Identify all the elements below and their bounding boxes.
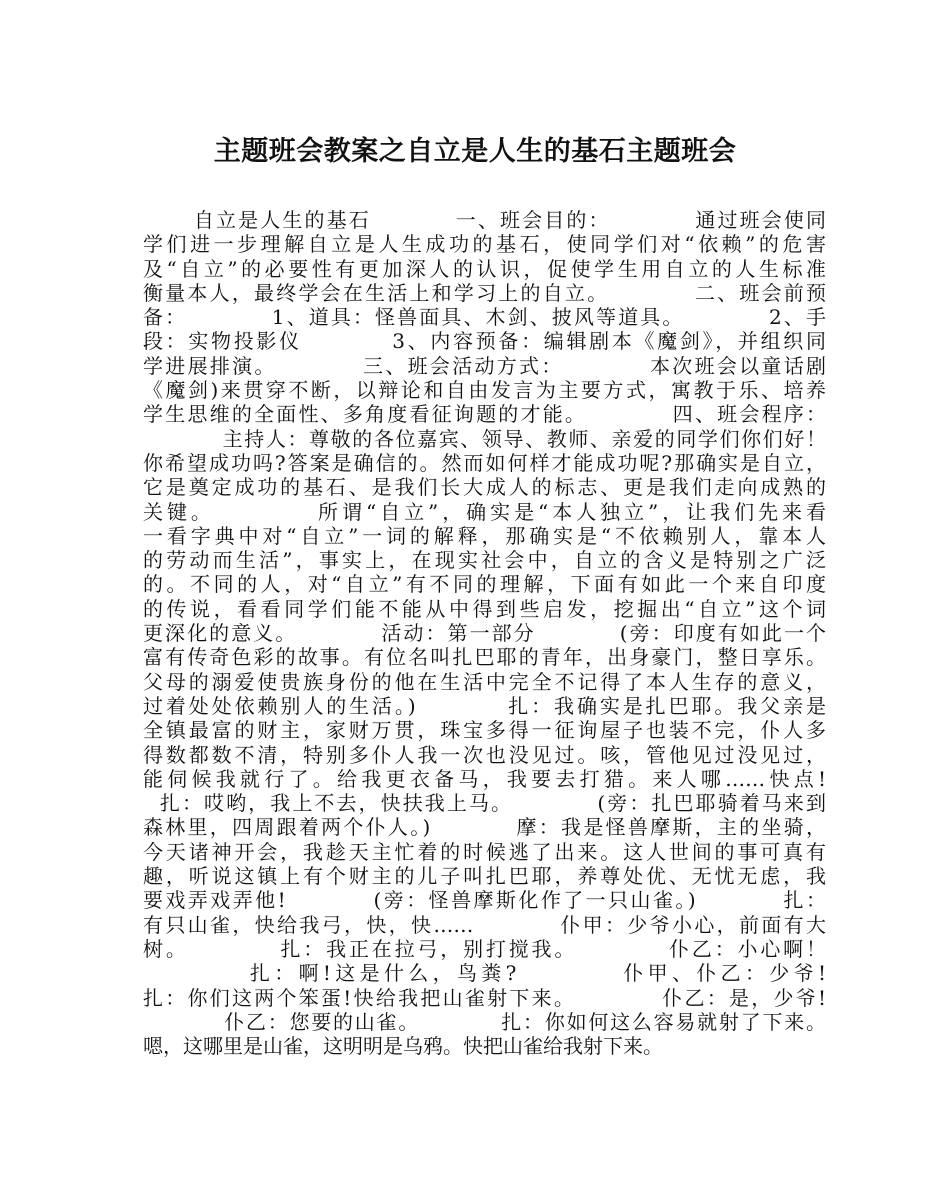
body-line: 全镇最富的财主，家财万贯，珠宝多得一征询屋子也装不完，仆人多 [143,718,826,743]
body-line: 更深化的意义。 活动：第一部分 (旁：印度有如此一个 [143,621,826,646]
body-line: 的传说，看看同学们能不能从中得到些启发，挖掘出“自立”这个词 [143,596,826,621]
body-line: 富有传奇色彩的故事。有位名叫扎巴耶的青年，出身豪门，整日享乐。 [143,645,826,670]
body-line: 衡量本人，最终学会在生活上和学习上的自立。 二、班会前预 [143,280,826,305]
body-line: 备： 1、道具：怪兽面具、木剑、披风等道具。 2、手 [143,305,826,330]
body-line: 及“自立”的必要性有更加深人的认识，促使学生用自立的人生标准 [143,256,826,281]
body-line: 它是奠定成功的基石、是我们长大成人的标志、更是我们走向成熟的 [143,475,826,500]
body-line: 能伺候我就行了。给我更衣备马，我要去打猎。来人哪……快点! [143,766,826,791]
body-line: 有只山雀，快给我弓，快，快…… 仆甲：少爷小心，前面有大 [143,912,826,937]
body-line: 学进展排演。 三、班会活动方式： 本次班会以童话剧 [143,353,826,378]
body-line: 扎：哎哟，我上不去，快扶我上马。 (旁：扎巴耶骑着马来到 [143,791,826,816]
body-line: 主持人：尊敬的各位嘉宾、领导、教师、亲爱的同学们你们好！ [143,426,826,451]
body-line: 扎：你们这两个笨蛋!快给我把山雀射下来。 仆乙：是，少爷! [143,985,826,1010]
document-body [143,208,826,1058]
body-line: 一看字典中对“自立”一词的解释，那确实是“不依赖别人，靠本人 [143,523,826,548]
body-line: 得数都数不清，特别多仆人我一次也没见过。咳，管他见过没见过， [143,742,826,767]
body-line: 森林里，四周跟着两个仆人。) 摩：我是怪兽摩斯，主的坐骑， [143,815,826,840]
body-line: 学生思维的全面性、多角度看征询题的才能。 四、班会程序： [143,402,826,427]
body-line: 的劳动而生活”，事实上，在现实社会中，自立的含义是特别之广泛 [143,548,826,573]
body-line: 趣，听说这镇上有个财主的儿子叫扎巴耶，养尊处优、无忧无虑，我 [143,864,826,889]
body-line: 过着处处依赖别人的生活。) 扎：我确实是扎巴耶。我父亲是 [143,693,826,718]
body-line: 《魔剑)来贯穿不断，以辩论和自由发言为主要方式，寓教于乐、培养 [143,378,826,403]
body-line: 段：实物投影仪 3、内容预备：编辑剧本《魔剑》，并组织同 [143,329,826,354]
body-line: 学们进一步理解自立是人生成功的基石，使同学们对“依赖”的危害 [143,232,826,257]
body-line: 今天诸神开会，我趁天主忙着的时候逃了出来。这人世间的事可真有 [143,839,826,864]
document-title: 主题班会教案之自立是人生的基石主题班会 [213,136,737,167]
body-line: 树。 扎：我正在拉弓，别打搅我。 仆乙：小心啊！ [143,936,826,961]
body-line: 要戏弄戏弄他! (旁：怪兽摩斯化作了一只山雀。) 扎： [143,888,826,913]
body-line: 自立是人生的基石 一、班会目的： 通过班会使同 [143,208,826,232]
body-line: 父母的溺爱使贵族身份的他在生活中完全不记得了本人生存的意义， [143,669,826,694]
body-line: 仆乙：您要的山雀。 扎：你如何这么容易就射了下来。 [143,1009,826,1034]
body-line: 关键。 所谓“自立”，确实是“本人独立”，让我们先来看 [143,499,826,524]
body-line: 你希望成功吗?答案是确信的。然而如何样才能成功呢?那确实是自立， [143,450,826,475]
body-line: 的。不同的人，对“自立”有不同的理解，下面有如此一个来自印度 [143,572,826,597]
body-line: 嗯，这哪里是山雀，这明明是乌鸦。快把山雀给我射下来。 [143,1034,663,1059]
body-line: 扎：啊!这是什么，鸟粪? 仆甲、仆乙：少爷! [143,961,826,986]
